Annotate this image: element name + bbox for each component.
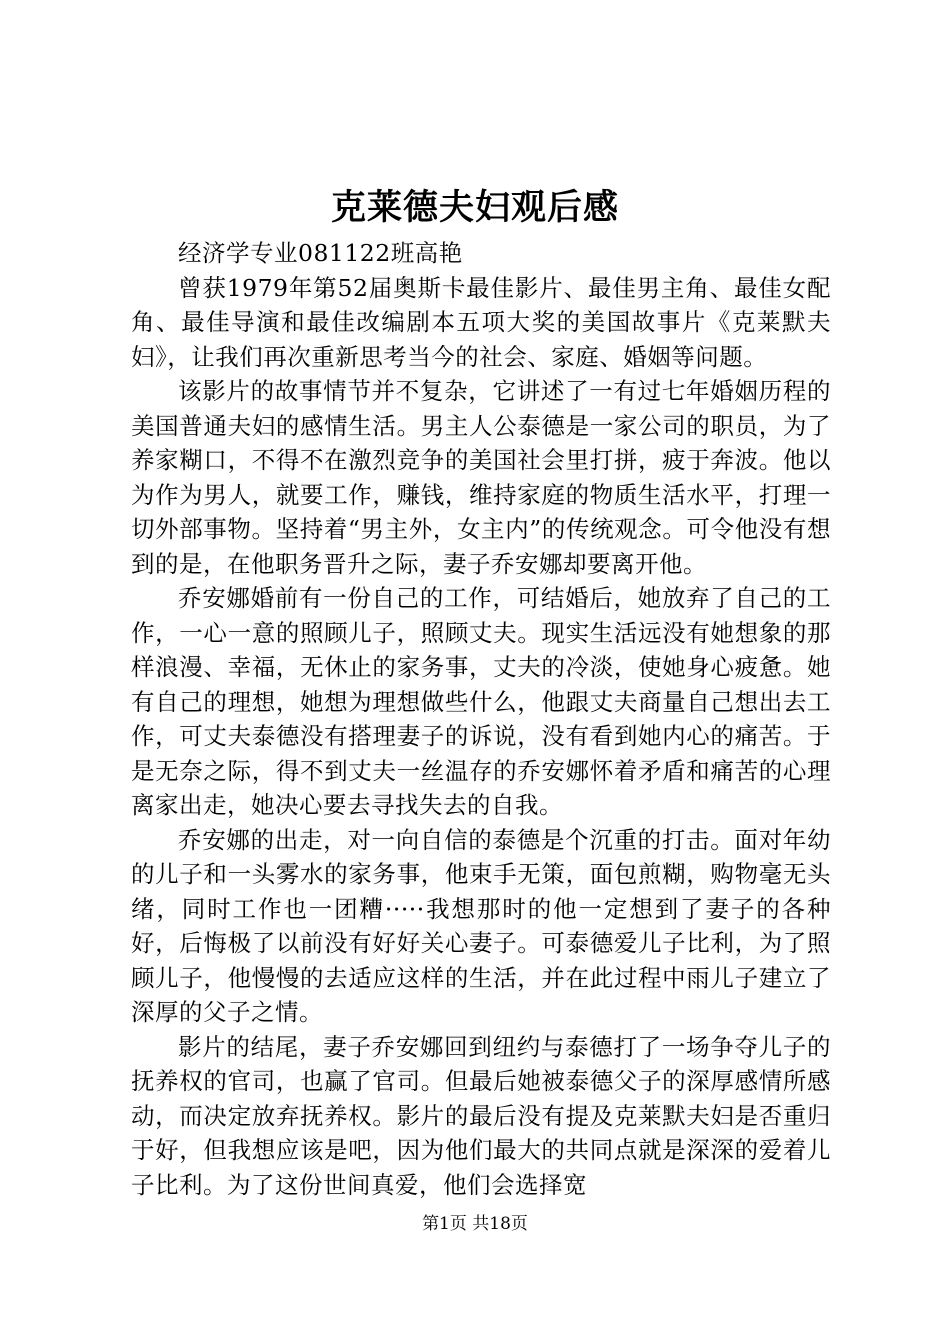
paragraph: 该影片的故事情节并不复杂，它讲述了一有过七年婚姻历程的美国普通夫妇的感情生活。男主人公泰德是一家公司的职员，为了养家糊口，不得不在激烈竞争的美国社会里打拼，疲于奔波。他以为作为男人，就要工作，赚钱，维持家庭的物质生活水平，打理一切外部事物。坚持着“男主外，女主内”的传统观念。可令他没有想到的是，在他职务晋升之际，妻子乔安娜却要离开他。 (131, 377, 831, 578)
document-body (131, 236, 831, 1202)
paragraph: 乔安娜的出走，对一向自信的泰德是个沉重的打击。面对年幼的儿子和一头雾水的家务事，他束手无策，面包煎糊，购物毫无头绪，同时工作也一团糟·····我想那时的他一定想到了妻子的各种好，后悔极了以前没有好好关心妻子。可泰德爱儿子比利，为了照顾儿子，他慢慢的去适应这样的生活，并在此过程中雨儿子建立了深厚的父子之情。 (131, 825, 831, 1026)
paragraph: 影片的结尾，妻子乔安娜回到纽约与泰德打了一场争夺儿子的抚养权的官司，也赢了官司。但最后她被泰德父子的深厚感情所感动，而决定放弃抚养权。影片的最后没有提及克莱默夫妇是否重归于好，但我想应该是吧，因为他们最大的共同点就是深深的爱着儿子比利。为了这份世间真爱，他们会选择宽 (131, 1032, 831, 1199)
paragraph: 乔安娜婚前有一份自己的工作，可结婚后，她放弃了自己的工作，一心一意的照顾儿子，照顾丈夫。现实生活远没有她想象的那样浪漫、幸福，无休止的家务事，丈夫的冷淡，使她身心疲惫。她有自己的理想，她想为理想做些什么，他跟丈夫商量自己想出去工作，可丈夫泰德没有搭理妻子的诉说，没有看到她内心的痛苦。于是无奈之际，得不到丈夫一丝温存的乔安娜怀着矛盾和痛苦的心理离家出走，她决心要去寻找失去的自我。 (131, 584, 831, 819)
document-title: 克莱德夫妇观后感 (330, 187, 619, 228)
page-number-footer: 第1页 共18页 (422, 1214, 528, 1234)
author-line: 经济学专业081122班高艳 (178, 239, 463, 267)
paragraph: 曾获1979年第52届奥斯卡最佳影片、最佳男主角、最佳女配角、最佳导演和最佳改编剧本五项大奖的美国故事片《克莱默夫妇》，让我们再次重新思考当今的社会、家庭、婚姻等问题。 (131, 273, 831, 371)
